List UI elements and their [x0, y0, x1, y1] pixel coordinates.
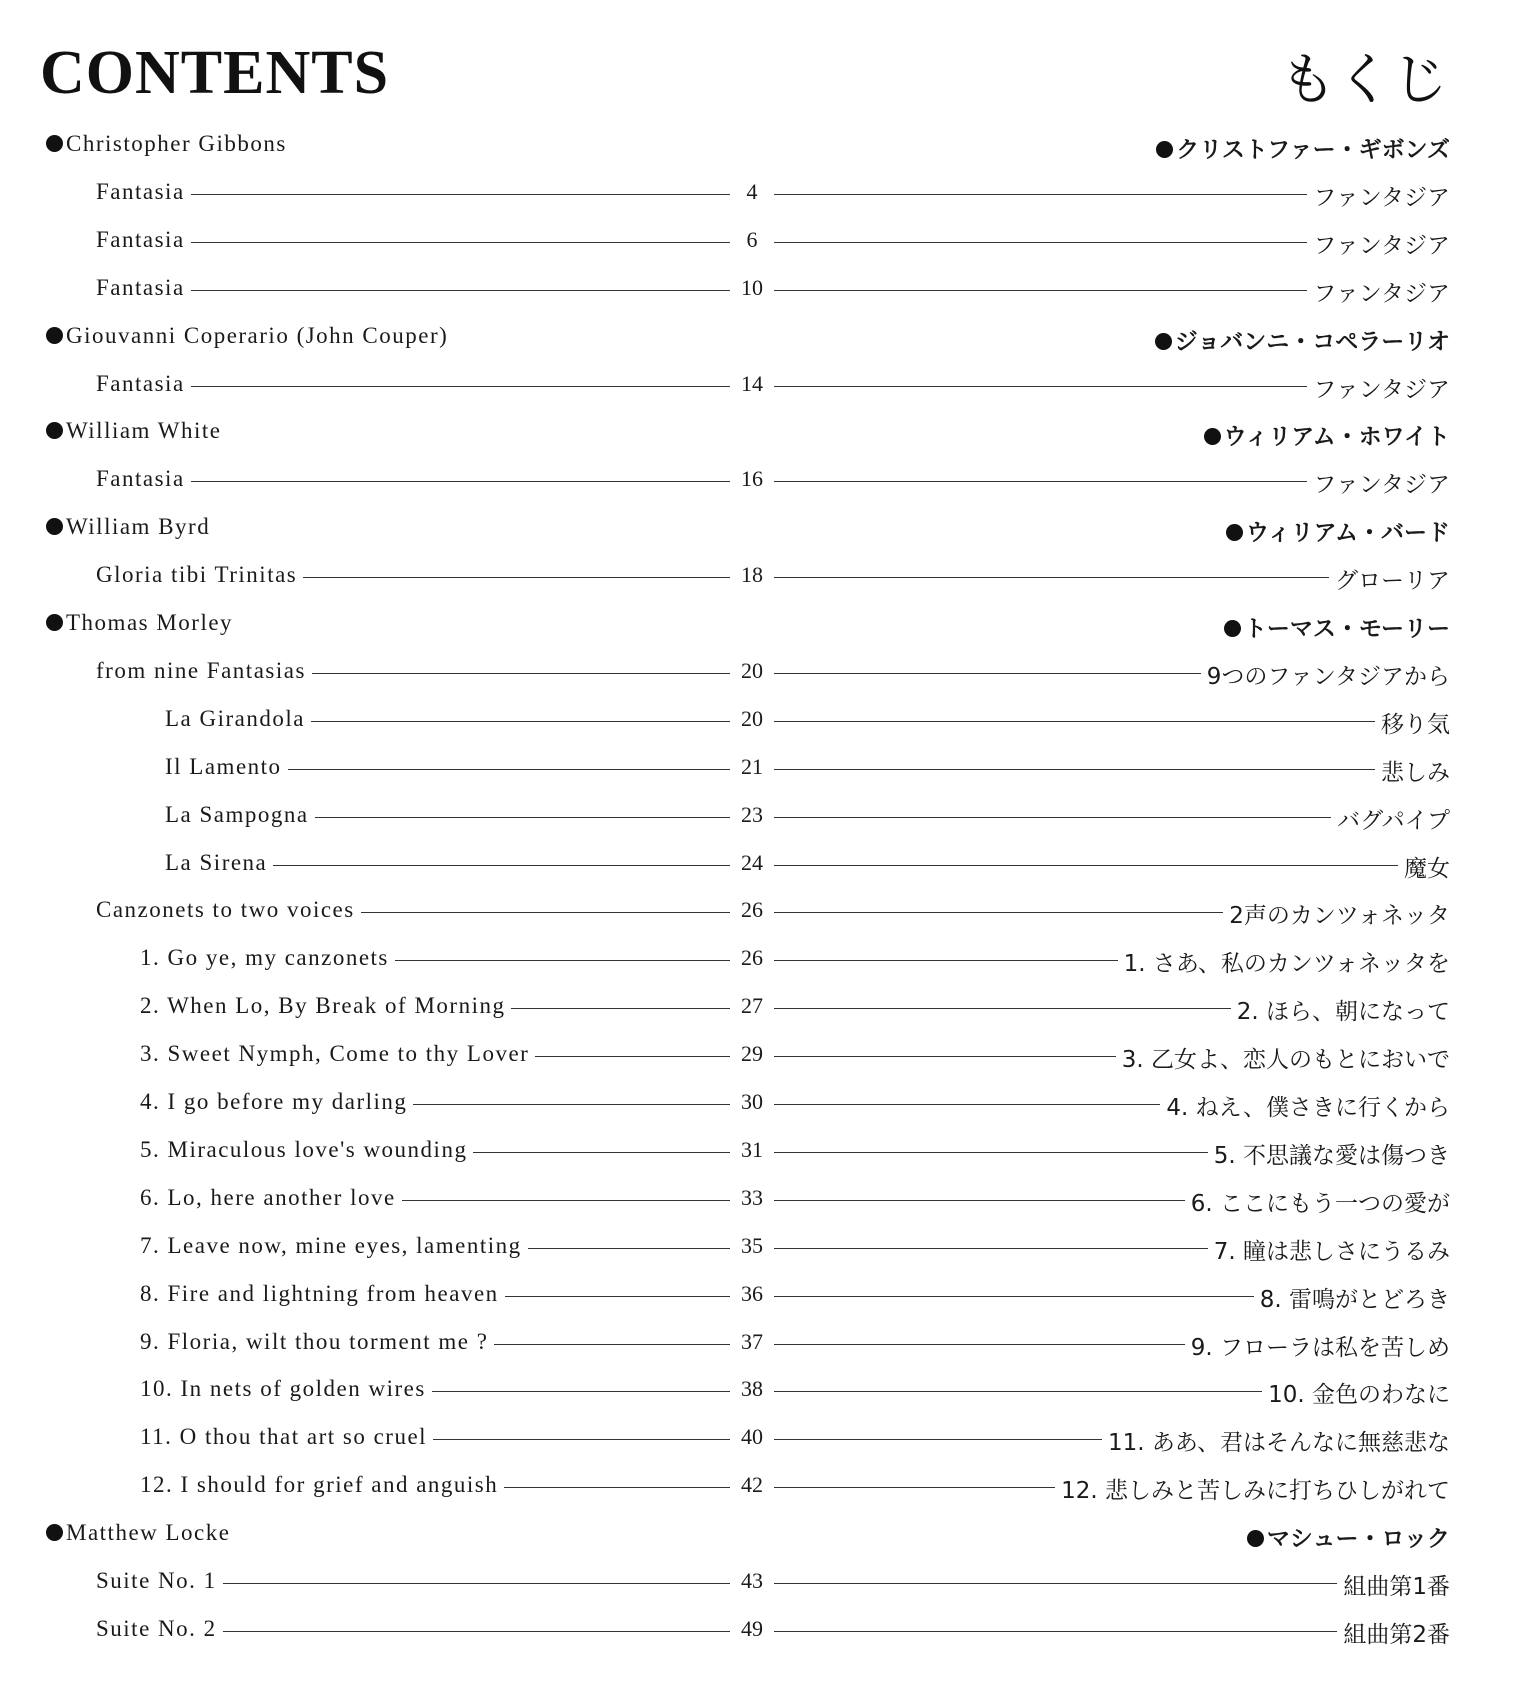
page-number: 21: [730, 754, 774, 780]
text: La Sirena: [165, 849, 268, 875]
text: William Byrd: [66, 514, 211, 540]
title-jp: [1375, 706, 1450, 739]
text: 2声のカンツォネッタ: [1229, 903, 1450, 930]
toc-entry: [0, 700, 1530, 740]
title-en: [165, 706, 311, 732]
text: 組曲第1番: [1343, 1574, 1450, 1600]
leader-line: [774, 817, 1410, 818]
composer-name-en: [46, 610, 239, 636]
text: 移り気: [1381, 711, 1450, 738]
title-jp: [1185, 1185, 1450, 1218]
toc-entry: [0, 1370, 1530, 1410]
title-jp: [1337, 1568, 1450, 1601]
toc-entry: [0, 1131, 1530, 1171]
text: Fantasia: [96, 226, 185, 252]
toc-entry: [0, 365, 1530, 405]
bullet-icon: [46, 327, 63, 344]
text: ウィリアム・ホワイト: [1223, 424, 1450, 451]
bullet-icon: [46, 422, 63, 439]
title-en: [96, 227, 191, 253]
text: ファンタジア: [1313, 184, 1450, 211]
composer-name-jp: [1218, 610, 1450, 643]
leader-line: [774, 865, 1410, 866]
page-number: 27: [730, 993, 774, 1019]
page-number: 20: [730, 658, 774, 684]
text: Thomas Morley: [66, 610, 234, 635]
page-number: 10: [730, 275, 774, 301]
title-en: [96, 371, 191, 397]
text: ファンタジア: [1313, 376, 1450, 403]
page-number: 30: [730, 1089, 774, 1115]
title-en: [96, 1616, 223, 1642]
page-number: 24: [730, 850, 774, 876]
title-en: [140, 1424, 433, 1450]
bullet-icon: [46, 614, 63, 631]
title-en: [96, 275, 191, 301]
bullet-icon: [1155, 333, 1172, 350]
leader-line: [774, 577, 1410, 578]
title-jp: [1329, 562, 1450, 595]
page-number: 36: [730, 1281, 774, 1307]
text: 2. ほら、朝になって: [1236, 999, 1450, 1026]
page-title-japanese: もくじ: [1280, 48, 1448, 113]
toc-entry: [0, 1466, 1530, 1506]
bullet-icon: [1247, 1530, 1264, 1547]
bullet-icon: [1156, 141, 1173, 158]
toc-entry: [0, 1227, 1530, 1267]
text: 9. フローラは私を苦しめ: [1190, 1334, 1450, 1361]
toc-entry: [0, 939, 1530, 979]
leader-line: [136, 481, 730, 482]
title-jp: [1116, 1041, 1450, 1074]
page-number: 49: [730, 1616, 774, 1642]
title-en: [96, 897, 361, 923]
toc-entry: [0, 891, 1530, 931]
text: 6. ここにもう一つの愛が: [1190, 1190, 1450, 1217]
text: グローリア: [1335, 568, 1450, 595]
text: 4. ねえ、僕さきに行くから: [1166, 1095, 1450, 1121]
page-number: 33: [730, 1185, 774, 1211]
title-jp: [1201, 658, 1450, 691]
text: Fantasia: [96, 274, 185, 300]
leader-line: [774, 1631, 1410, 1632]
composer-name-en: [46, 418, 227, 444]
title-jp: [1375, 754, 1450, 787]
title-en: [140, 1185, 402, 1211]
title-jp: [1307, 227, 1450, 260]
toc-entry: [0, 1035, 1530, 1075]
page-title: CONTENTS: [40, 39, 390, 107]
page-number: 42: [730, 1472, 774, 1498]
text: 1. さあ、私のカンツォネッタを: [1123, 951, 1450, 978]
title-en: [140, 945, 395, 971]
text: Il Lamento: [165, 753, 282, 779]
bullet-icon: [46, 1524, 63, 1541]
text: 3. Sweet Nymph, Come to thy Lover: [140, 1041, 530, 1067]
leader-line: [136, 1583, 730, 1584]
toc-entry: [0, 460, 1530, 500]
title-en: [96, 562, 303, 588]
title-en: [165, 754, 288, 780]
text: 8. Fire and lightning from heaven: [140, 1280, 499, 1306]
title-jp: [1055, 1472, 1450, 1505]
text: 1. Go ye, my canzonets: [140, 945, 389, 971]
title-jp: [1254, 1281, 1450, 1314]
title-jp: [1262, 1376, 1450, 1409]
page-number: 6: [730, 227, 774, 253]
title-jp: [1307, 179, 1450, 212]
composer-name-jp: [1198, 418, 1450, 451]
text: Matthew Locke: [66, 1520, 231, 1546]
text: Canzonets to two voices: [96, 897, 355, 923]
title-jp: [1331, 802, 1450, 835]
title-en: [140, 1281, 505, 1307]
text: Christopher Gibbons: [66, 131, 287, 156]
toc-entry: [0, 652, 1530, 692]
title-jp: [1102, 1424, 1450, 1457]
bullet-icon: [1204, 428, 1221, 445]
text: 11. O thou that art so cruel: [140, 1424, 428, 1450]
text: 5. 不思議な愛は傷つき: [1213, 1142, 1450, 1169]
title-jp: [1185, 1329, 1450, 1362]
title-jp: [1307, 371, 1450, 404]
page-number: 14: [730, 371, 774, 397]
composer-name-jp: [1220, 514, 1450, 547]
composer-name-jp: [1241, 1520, 1450, 1553]
text: 悲しみ: [1381, 759, 1450, 786]
text: William White: [66, 418, 222, 444]
text: 7. 瞳は悲しさにうるみ: [1213, 1238, 1450, 1265]
bullet-icon: [1226, 524, 1243, 541]
title-jp: [1307, 275, 1450, 308]
page-number: 37: [730, 1329, 774, 1355]
text: Suite No. 1: [96, 1568, 217, 1593]
text: トーマス・モーリー: [1243, 616, 1450, 642]
title-en: [165, 802, 315, 828]
toc-entry: [0, 1275, 1530, 1315]
toc-entry: [0, 796, 1530, 836]
page-number: 35: [730, 1233, 774, 1259]
page-number: 4: [730, 179, 774, 205]
title-en: [140, 1329, 494, 1355]
page-number: 26: [730, 897, 774, 923]
title-en: [140, 1089, 413, 1115]
text: La Girandola: [165, 705, 305, 731]
title-en: [140, 993, 511, 1019]
title-jp: [1223, 897, 1450, 930]
title-en: [96, 658, 312, 684]
text: from nine Fantasias: [96, 657, 306, 683]
toc-entry: [0, 1418, 1530, 1458]
title-en: [96, 466, 191, 492]
leader-line: [774, 769, 1410, 770]
text: ファンタジア: [1313, 472, 1450, 499]
leader-line: [136, 194, 730, 195]
toc-entry: [0, 1323, 1530, 1363]
composer-heading: [0, 1514, 1530, 1554]
text: バグパイプ: [1337, 807, 1450, 834]
page-number: 18: [730, 562, 774, 588]
leader-line: [774, 721, 1410, 722]
title-en: [165, 850, 273, 876]
composer-name-en: [46, 323, 454, 349]
text: Giouvanni Coperario (John Couper): [66, 322, 449, 348]
composer-name-en: [46, 1520, 236, 1546]
title-en: [140, 1472, 504, 1498]
text: 9つのファンタジアから: [1206, 663, 1450, 690]
text: ファンタジア: [1313, 280, 1450, 307]
text: 組曲第2番: [1343, 1621, 1450, 1648]
title-en: [140, 1137, 473, 1163]
composer-heading: [0, 604, 1530, 644]
text: マシュー・ロック: [1266, 1526, 1450, 1553]
toc-entry: [0, 987, 1530, 1027]
text: 8. 雷鳴がとどろき: [1259, 1286, 1450, 1313]
title-jp: [1118, 945, 1450, 978]
title-jp: [1337, 1616, 1450, 1649]
title-en: [140, 1376, 432, 1402]
toc-entry: [0, 748, 1530, 788]
text: Gloria tibi Trinitas: [96, 562, 298, 588]
bullet-icon: [46, 518, 63, 535]
text: 12. I should for grief and anguish: [140, 1472, 499, 1498]
page-number: 26: [730, 945, 774, 971]
text: ウィリアム・バード: [1245, 520, 1450, 547]
title-jp: [1208, 1233, 1450, 1266]
toc-entry: [0, 1610, 1530, 1650]
text: ジョバンニ・コペラーリオ: [1174, 328, 1450, 355]
text: Suite No. 2: [96, 1615, 217, 1641]
page-number: 43: [730, 1568, 774, 1594]
title-en: [96, 179, 191, 205]
leader-line: [136, 290, 730, 291]
page-number: 20: [730, 706, 774, 732]
composer-heading: [0, 508, 1530, 548]
title-en: [96, 1568, 223, 1594]
bullet-icon: [1224, 620, 1241, 637]
composer-heading: [0, 317, 1530, 357]
composer-heading: [0, 125, 1530, 165]
title-en: [140, 1041, 535, 1067]
page-number: 31: [730, 1137, 774, 1163]
toc-entry: [0, 221, 1530, 261]
composer-name-jp: [1150, 131, 1450, 164]
title-jp: [1208, 1137, 1450, 1170]
page-number: 38: [730, 1376, 774, 1402]
composer-heading: [0, 412, 1530, 452]
title-jp: [1231, 993, 1450, 1026]
text: 11. ああ、君はそんなに無慈悲な: [1108, 1430, 1450, 1457]
toc-entry: [0, 1179, 1530, 1219]
toc-entry: [0, 269, 1530, 309]
title-jp: [1307, 466, 1450, 499]
leader-line: [205, 865, 730, 866]
text: La Sampogna: [165, 801, 309, 827]
text: 7. Leave now, mine eyes, lamenting: [140, 1232, 522, 1258]
text: 魔女: [1404, 855, 1450, 882]
composer-name-en: [46, 514, 216, 540]
text: 6. Lo, here another love: [140, 1184, 396, 1210]
text: クリストファー・ギボンズ: [1176, 137, 1450, 163]
title-en: [140, 1233, 528, 1259]
toc-entry: [0, 844, 1530, 884]
text: 2. When Lo, By Break of Morning: [140, 993, 506, 1019]
text: 10. 金色のわなに: [1268, 1382, 1450, 1409]
page-number: 16: [730, 466, 774, 492]
leader-line: [136, 1631, 730, 1632]
toc-entry: [0, 556, 1530, 596]
composer-name-jp: [1149, 323, 1450, 356]
page-number: 40: [730, 1424, 774, 1450]
text: ファンタジア: [1313, 232, 1450, 259]
text: 10. In nets of golden wires: [140, 1376, 426, 1402]
text: Fantasia: [96, 370, 185, 396]
text: 12. 悲しみと苦しみに打ちひしがれて: [1061, 1478, 1450, 1505]
text: 3. 乙女よ、恋人のもとにおいで: [1121, 1047, 1450, 1074]
toc-entry: [0, 1562, 1530, 1602]
page-number: 23: [730, 802, 774, 828]
text: 9. Floria, wilt thou torment me ?: [140, 1328, 489, 1354]
text: Fantasia: [96, 466, 185, 492]
leader-line: [136, 242, 730, 243]
text: 5. Miraculous love's wounding: [140, 1136, 468, 1162]
leader-line: [136, 386, 730, 387]
bullet-icon: [46, 135, 63, 152]
text: 4. I go before my darling: [140, 1089, 408, 1114]
text: Fantasia: [96, 178, 185, 204]
title-jp: [1160, 1089, 1450, 1122]
toc-entry: [0, 173, 1530, 213]
toc-entry: [0, 1083, 1530, 1123]
page-number: 29: [730, 1041, 774, 1067]
title-jp: [1398, 850, 1450, 883]
composer-name-en: [46, 131, 293, 157]
leader-line: [774, 1583, 1410, 1584]
